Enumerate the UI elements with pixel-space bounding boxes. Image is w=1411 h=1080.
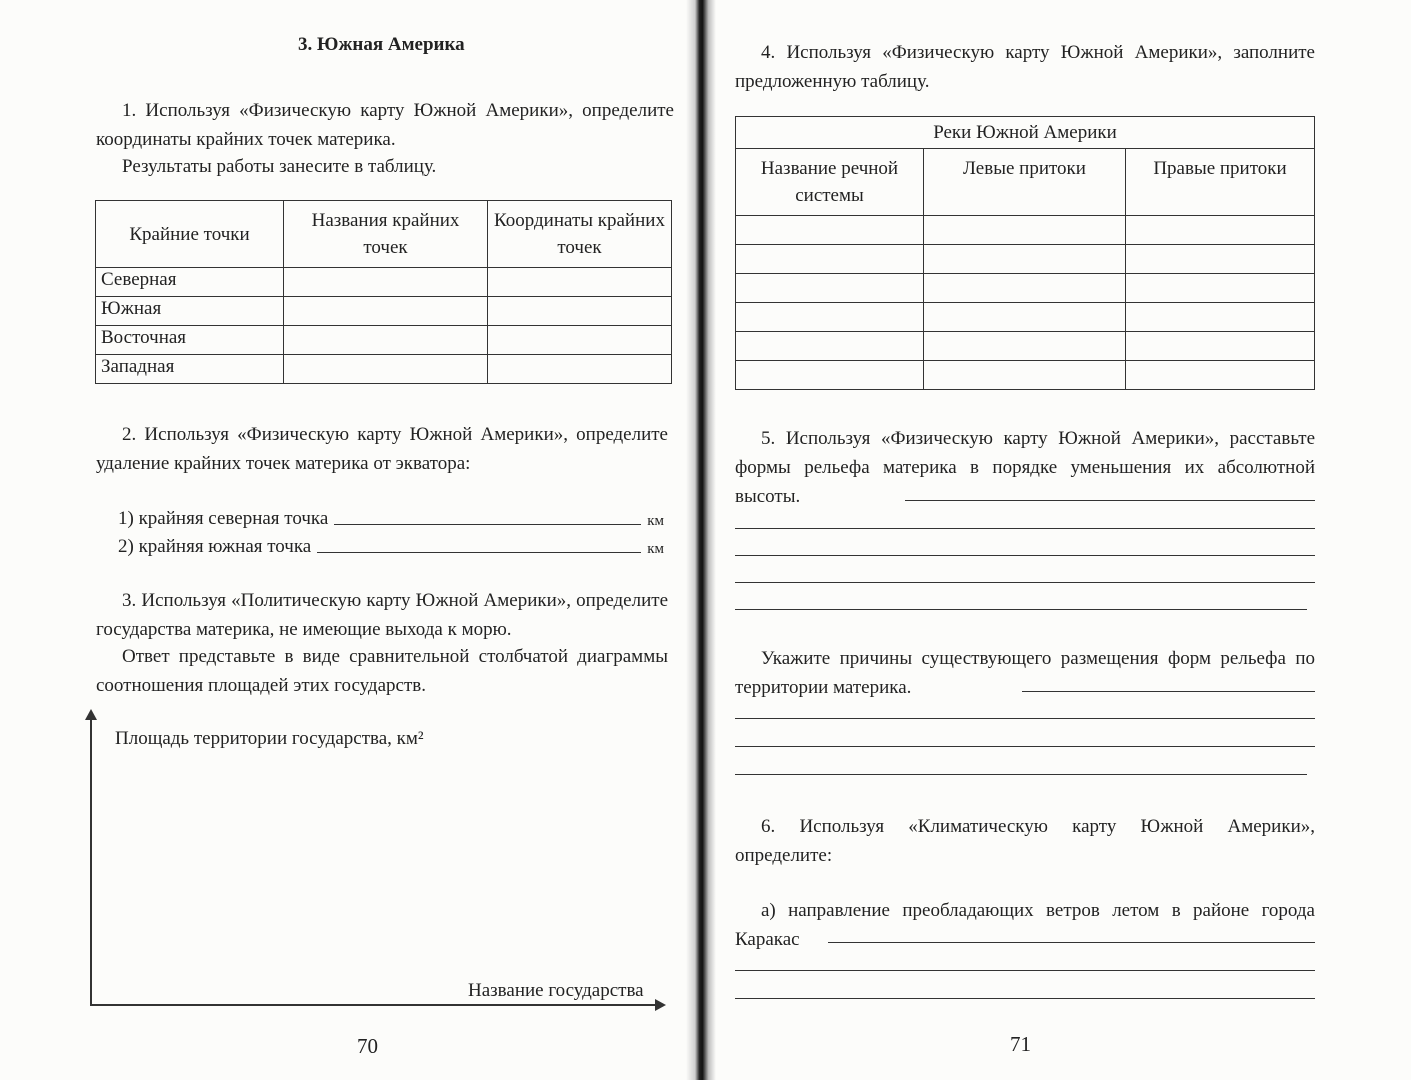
table-header: Левые притоки xyxy=(924,149,1126,216)
table-caption: Реки Южной Америки xyxy=(736,117,1315,149)
table-cell[interactable] xyxy=(1126,361,1315,390)
table-header: Названия крайних точек xyxy=(284,201,488,268)
answer-line[interactable] xyxy=(828,942,1315,943)
y-axis-label: Площадь территории государства, км² xyxy=(115,728,424,749)
extreme-points-table xyxy=(95,200,672,384)
answer-line[interactable] xyxy=(1022,691,1315,692)
task1-note: Результаты работы занесите в таблицу. xyxy=(122,156,437,177)
x-axis-label: Название государства xyxy=(468,980,644,1001)
table-header: Координаты крайних точек xyxy=(488,201,672,268)
task5-prompt: Укажите причины существующего размещения форм рельефа по территории материка. xyxy=(735,648,1315,698)
unit-label: км xyxy=(647,513,664,529)
task3-note: Ответ представьте в виде сравнительной столбчатой диаграммы соотношения площадей этих государств. xyxy=(96,646,668,696)
answer-blank[interactable] xyxy=(317,552,641,553)
answer-line[interactable] xyxy=(735,998,1315,999)
answer-line[interactable] xyxy=(735,555,1315,556)
table-cell: Северная xyxy=(96,268,284,297)
table-cell[interactable] xyxy=(924,361,1126,390)
answer-north-distance[interactable] xyxy=(118,502,664,530)
table-cell[interactable] xyxy=(1126,274,1315,303)
task2-text: 2. Используя «Физическую карту Южной Америки», определите удаление крайних точек материка от экватора: xyxy=(96,424,668,474)
table-row xyxy=(736,274,1315,303)
table-cell[interactable] xyxy=(924,274,1126,303)
table-cell[interactable] xyxy=(284,326,488,355)
answer-line[interactable] xyxy=(905,500,1315,501)
table-row xyxy=(96,355,672,384)
table-row xyxy=(96,268,672,297)
table-header: Крайние точки xyxy=(96,201,284,268)
table-cell[interactable] xyxy=(924,332,1126,361)
task6-text: 6. Используя «Климатическую карту Южной Америки», определите: xyxy=(735,816,1315,866)
unit-label: км xyxy=(647,541,664,557)
table-cell[interactable] xyxy=(736,361,924,390)
answer-line[interactable] xyxy=(735,582,1315,583)
table-row xyxy=(736,361,1315,390)
task3-text: 3. Используя «Политическую карту Южной Америки», определите государства материка, не имеющие выхода к морю. xyxy=(96,590,668,640)
table-cell[interactable] xyxy=(736,245,924,274)
table-header-row xyxy=(736,149,1315,216)
table-cell[interactable] xyxy=(284,297,488,326)
table-cell[interactable] xyxy=(1126,332,1315,361)
table-cell[interactable] xyxy=(736,303,924,332)
table-header-row xyxy=(96,201,672,268)
task1-text: 1. Используя «Физическую карту Южной Америки», определите координаты крайних точек материка. xyxy=(96,100,674,150)
table-caption-row xyxy=(736,117,1315,149)
answer-line[interactable] xyxy=(735,746,1315,747)
answer-line[interactable] xyxy=(735,718,1315,719)
table-cell[interactable] xyxy=(488,268,672,297)
table-cell: Западная xyxy=(96,355,284,384)
table-cell[interactable] xyxy=(736,332,924,361)
table-cell[interactable] xyxy=(488,355,672,384)
table-cell[interactable] xyxy=(488,297,672,326)
chart-area[interactable] xyxy=(95,760,655,1000)
answer-line[interactable] xyxy=(735,528,1315,529)
table-cell: Южная xyxy=(96,297,284,326)
table-header: Название речной системы xyxy=(736,149,924,216)
rivers-table xyxy=(735,116,1315,390)
book-gutter xyxy=(686,0,716,1080)
answer-line[interactable] xyxy=(735,970,1315,971)
table-cell[interactable] xyxy=(924,245,1126,274)
table-row xyxy=(736,332,1315,361)
section-title: 3. Южная Америка xyxy=(298,34,465,55)
table-cell[interactable] xyxy=(1126,303,1315,332)
task4-text: 4. Используя «Физическую карту Южной Америки», заполните предложенную таблицу. xyxy=(735,42,1315,92)
table-cell[interactable] xyxy=(924,303,1126,332)
table-row xyxy=(736,303,1315,332)
table-cell[interactable] xyxy=(488,326,672,355)
answer-south-distance[interactable] xyxy=(118,530,664,558)
table-header: Правые притоки xyxy=(1126,149,1315,216)
table-cell[interactable] xyxy=(1126,245,1315,274)
page-number-left: 70 xyxy=(357,1034,378,1058)
answer-line[interactable] xyxy=(735,774,1307,775)
table-cell: Восточная xyxy=(96,326,284,355)
answer-line[interactable] xyxy=(735,609,1307,610)
table-cell[interactable] xyxy=(736,216,924,245)
table-cell[interactable] xyxy=(736,274,924,303)
answer-label: 2) крайняя южная точка xyxy=(118,536,312,557)
task6-item-a: а) направление преобладающих ветров летом в районе города Каракас xyxy=(735,900,1315,950)
table-cell[interactable] xyxy=(1126,216,1315,245)
table-row xyxy=(96,326,672,355)
x-axis-arrow xyxy=(655,999,666,1011)
table-cell[interactable] xyxy=(284,268,488,297)
task5-text: 5. Используя «Физическую карту Южной Америки», расставьте формы рельефа материка в порядке уменьшения их абсолютной высоты. xyxy=(735,428,1315,507)
page-number-right: 71 xyxy=(1010,1032,1031,1056)
table-cell[interactable] xyxy=(924,216,1126,245)
answer-blank[interactable] xyxy=(334,524,641,525)
answer-label: 1) крайняя северная точка xyxy=(118,508,329,529)
table-row xyxy=(736,245,1315,274)
table-cell[interactable] xyxy=(284,355,488,384)
table-row xyxy=(96,297,672,326)
table-row xyxy=(736,216,1315,245)
y-axis xyxy=(90,716,92,1006)
